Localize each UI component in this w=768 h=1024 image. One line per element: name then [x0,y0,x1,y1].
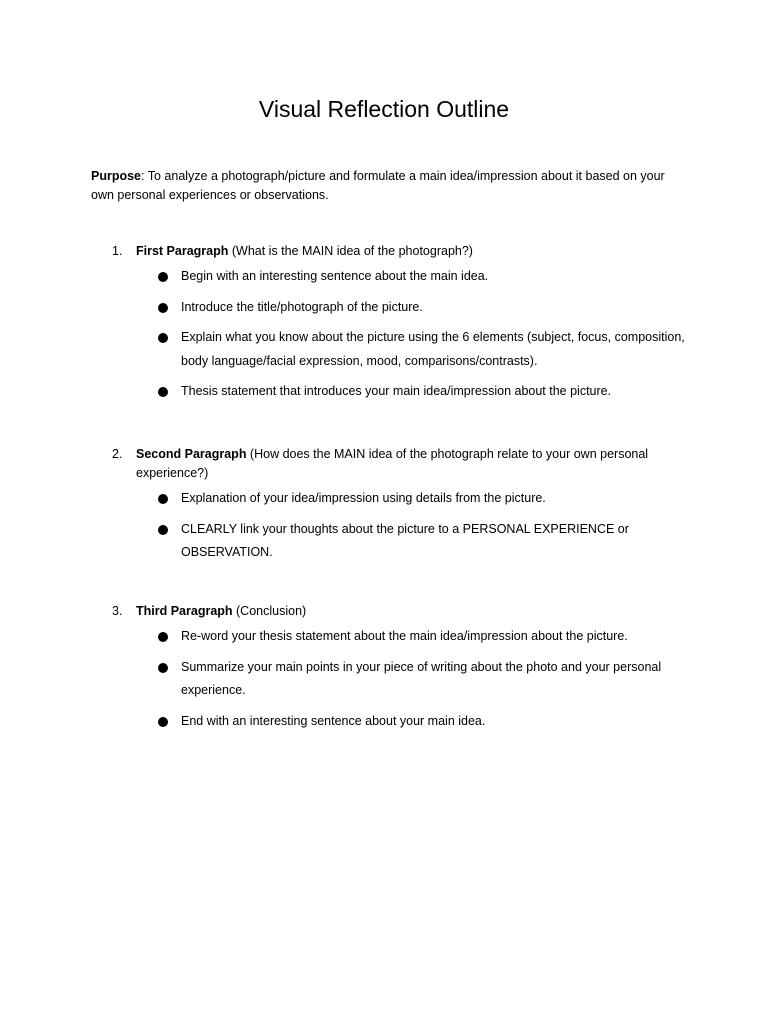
section-heading [112,242,692,261]
section-second-paragraph [112,445,692,572]
list-item-text: Begin with an interesting sentence about the main idea. [181,269,489,283]
bullet-icon [158,387,168,397]
bullet-icon [158,333,168,343]
section-title: First Paragraph [136,244,229,258]
list-item-text: Explain what you know about the picture using the 6 elements (subject, focus, composition, body language/facial expression, mood, comparisons/contrasts). [181,330,685,368]
list-item [158,518,692,565]
list-item-text: Summarize your main points in your piece of writing about the photo and your personal experience. [181,659,662,697]
section-number: 3. [112,604,123,618]
purpose-paragraph [91,167,691,205]
section-number: 2. [112,447,123,461]
bullet-icon [158,494,168,504]
purpose-label: Purpose [91,169,142,183]
list-item [158,656,692,703]
list-item [158,487,692,511]
section-note: (What is the MAIN idea of the photograph?) [228,244,473,258]
bullet-icon [158,303,168,313]
list-item-text: Explanation of your idea/impression using details from the picture. [181,491,546,505]
bullet-icon [158,272,168,282]
list-item [158,326,692,373]
list-item-text: CLEARLY link your thoughts about the picture to a PERSONAL EXPERIENCE or OBSERVATION. [181,521,629,559]
list-item-text: End with an interesting sentence about your main idea. [181,713,486,728]
bullet-icon [158,717,168,727]
section-note: (How does the MAIN idea of the photograph relate to your own personal experience?) [136,447,649,480]
bullet-icon [158,663,168,673]
list-item [158,265,692,289]
section-heading [112,445,692,483]
purpose-text: : To analyze a photograph/picture and formulate a main idea/impression about it based on your own personal experiences or observations. [91,169,665,202]
bullet-icon [158,525,168,535]
page-title: Visual Reflection Outline [258,96,510,122]
list-item-text: Introduce the title/photograph of the picture. [181,299,423,314]
list-item-text: Re-word your thesis statement about the main idea/impression about the picture. [181,629,628,643]
section-title: Second Paragraph [136,447,247,461]
bullet-list [112,265,692,404]
section-number: 1. [112,244,123,258]
list-item-text: Thesis statement that introduces your main idea/impression about the picture. [181,384,612,398]
section-third-paragraph [112,602,692,740]
list-item [158,380,692,404]
section-title: Third Paragraph [136,604,233,618]
section-first-paragraph [112,242,692,411]
section-note: (Conclusion) [232,604,307,618]
bullet-list [112,487,692,565]
section-heading [112,602,692,621]
bullet-list [112,625,692,733]
list-item [158,710,692,734]
bullet-icon [158,632,168,642]
list-item [158,296,692,320]
list-item [158,625,692,649]
